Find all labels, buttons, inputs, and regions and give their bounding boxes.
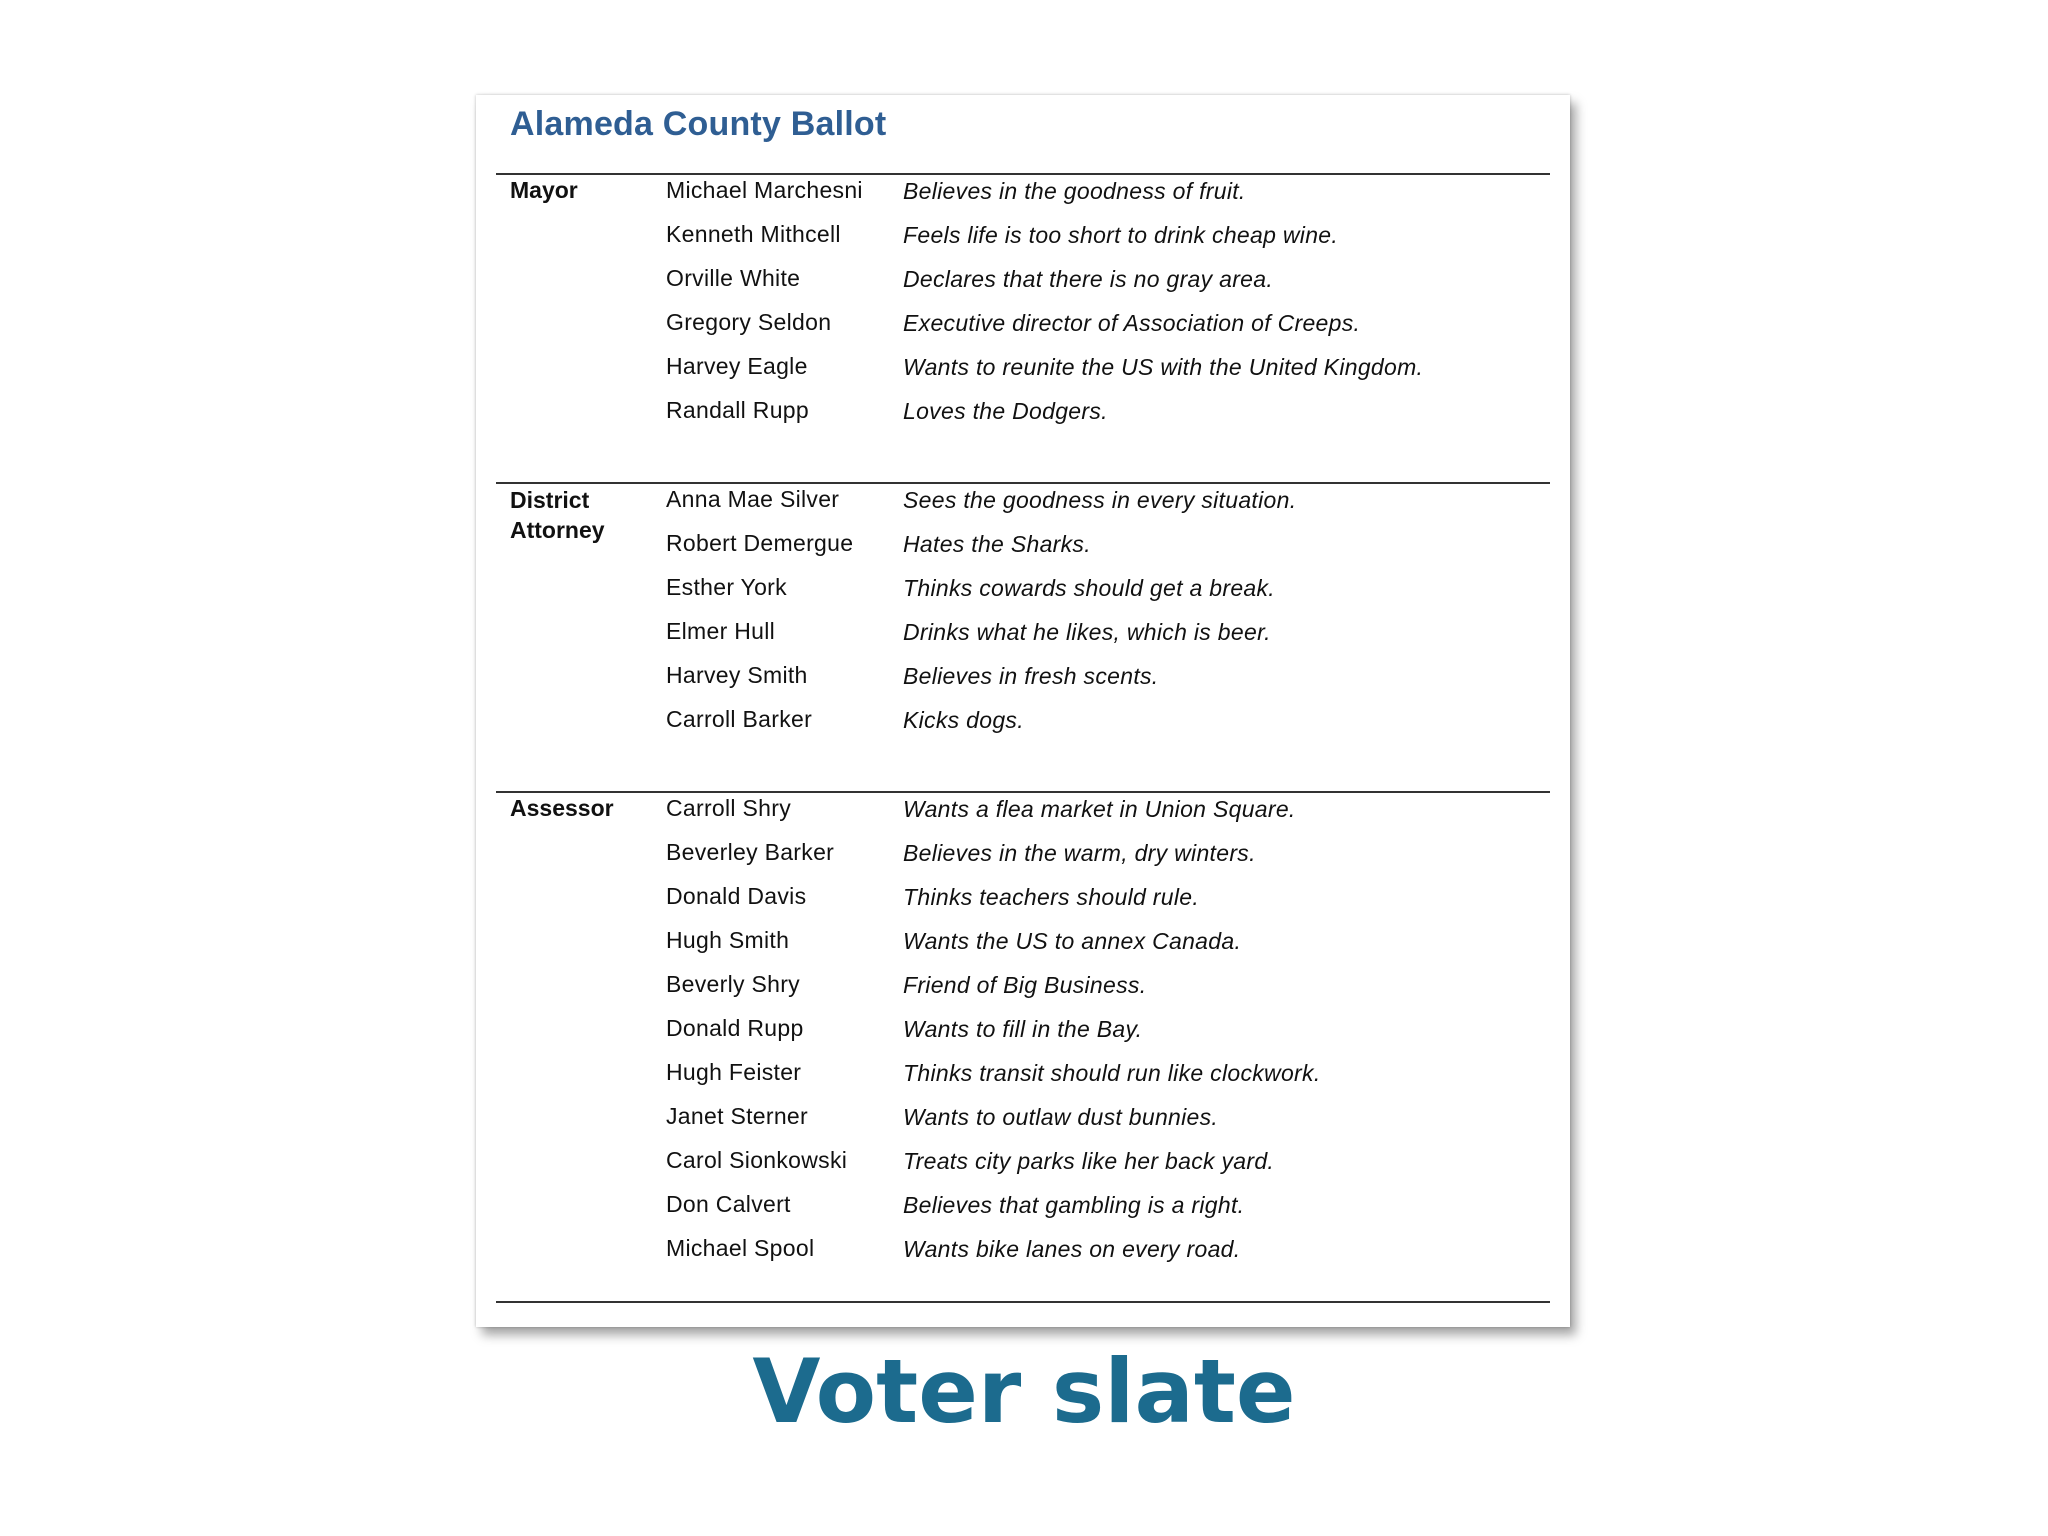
candidate-row	[476, 1191, 1570, 1235]
candidate-name: Beverley Barker	[666, 839, 835, 865]
candidate-description: Friend of Big Business.	[903, 972, 1147, 998]
candidate-description: Believes in the goodness of fruit.	[903, 178, 1246, 204]
candidate-name: Gregory Seldon	[666, 309, 832, 335]
candidate-name: Harvey Smith	[666, 662, 808, 688]
candidate-row	[476, 839, 1570, 883]
candidate-description: Feels life is too short to drink cheap wine.	[903, 222, 1339, 248]
candidate-name: Hugh Feister	[666, 1059, 802, 1085]
section-divider	[496, 482, 1550, 484]
candidate-name: Carroll Shry	[666, 795, 792, 821]
office-label-line: Attorney	[510, 517, 605, 543]
candidate-row	[476, 1147, 1570, 1191]
candidate-description: Treats city parks like her back yard.	[903, 1148, 1275, 1174]
candidate-description: Wants to outlaw dust bunnies.	[903, 1104, 1219, 1130]
candidate-name: Elmer Hull	[666, 618, 776, 644]
candidate-description: Hates the Sharks.	[903, 531, 1091, 557]
candidate-description: Thinks teachers should rule.	[903, 884, 1200, 910]
candidate-name: Anna Mae Silver	[666, 486, 840, 512]
candidate-description: Kicks dogs.	[903, 707, 1024, 733]
candidate-row	[476, 309, 1570, 353]
ballot-title: Alameda County Ballot	[510, 105, 887, 143]
candidate-row	[476, 486, 1570, 530]
candidate-row	[476, 177, 1570, 221]
candidate-description: Wants to reunite the US with the United Kingdom.	[903, 354, 1424, 380]
candidate-row	[476, 795, 1570, 839]
candidate-name: Kenneth Mithcell	[666, 221, 841, 247]
candidate-description: Wants bike lanes on every road.	[903, 1236, 1241, 1262]
candidate-row	[476, 574, 1570, 618]
ballot-document	[476, 95, 1570, 1327]
candidate-description: Declares that there is no gray area.	[903, 266, 1274, 292]
slide-caption: Voter slate	[752, 1340, 1296, 1443]
candidate-description: Drinks what he likes, which is beer.	[903, 619, 1271, 645]
candidate-row	[476, 927, 1570, 971]
candidate-name: Esther York	[666, 574, 787, 600]
candidate-description: Believes in fresh scents.	[903, 663, 1159, 689]
candidate-description: Sees the goodness in every situation.	[903, 487, 1297, 513]
candidate-row	[476, 353, 1570, 397]
candidate-name: Harvey Eagle	[666, 353, 808, 379]
candidate-description: Loves the Dodgers.	[903, 398, 1108, 424]
candidate-name: Orville White	[666, 265, 801, 291]
office-label-line: District	[510, 487, 590, 513]
candidate-name: Donald Rupp	[666, 1015, 804, 1041]
candidate-row	[476, 1235, 1570, 1279]
candidate-description: Wants the US to annex Canada.	[903, 928, 1242, 954]
candidate-name: Robert Demergue	[666, 530, 854, 556]
candidate-row	[476, 883, 1570, 927]
candidate-name: Carol Sionkowski	[666, 1147, 848, 1173]
candidate-name: Hugh Smith	[666, 927, 790, 953]
candidate-name: Don Calvert	[666, 1191, 791, 1217]
candidate-name: Michael Spool	[666, 1235, 815, 1261]
candidate-description: Believes that gambling is a right.	[903, 1192, 1245, 1218]
candidate-row	[476, 662, 1570, 706]
candidate-name: Beverly Shry	[666, 971, 800, 997]
candidate-row	[476, 397, 1570, 441]
candidate-description: Executive director of Association of Creeps.	[903, 310, 1361, 336]
candidate-name: Michael Marchesni	[666, 177, 863, 203]
candidate-row	[476, 1059, 1570, 1103]
candidate-name: Carroll Barker	[666, 706, 813, 732]
candidate-row	[476, 618, 1570, 662]
candidate-description: Believes in the warm, dry winters.	[903, 840, 1256, 866]
office-label-line: Assessor	[510, 795, 614, 821]
candidate-row	[476, 221, 1570, 265]
candidate-row	[476, 706, 1570, 750]
candidate-description: Thinks transit should run like clockwork.	[903, 1060, 1321, 1086]
candidate-description: Wants to fill in the Bay.	[903, 1016, 1143, 1042]
bottom-divider	[496, 1301, 1550, 1303]
candidate-row	[476, 971, 1570, 1015]
candidate-row	[476, 1015, 1570, 1059]
candidate-description: Thinks cowards should get a break.	[903, 575, 1276, 601]
candidate-row	[476, 265, 1570, 309]
candidate-name: Donald Davis	[666, 883, 807, 909]
candidate-row	[476, 530, 1570, 574]
candidate-name: Janet Sterner	[666, 1103, 808, 1129]
candidate-description: Wants a flea market in Union Square.	[903, 796, 1296, 822]
candidate-name: Randall Rupp	[666, 397, 809, 423]
candidate-row	[476, 1103, 1570, 1147]
office-label-line: Mayor	[510, 177, 578, 203]
